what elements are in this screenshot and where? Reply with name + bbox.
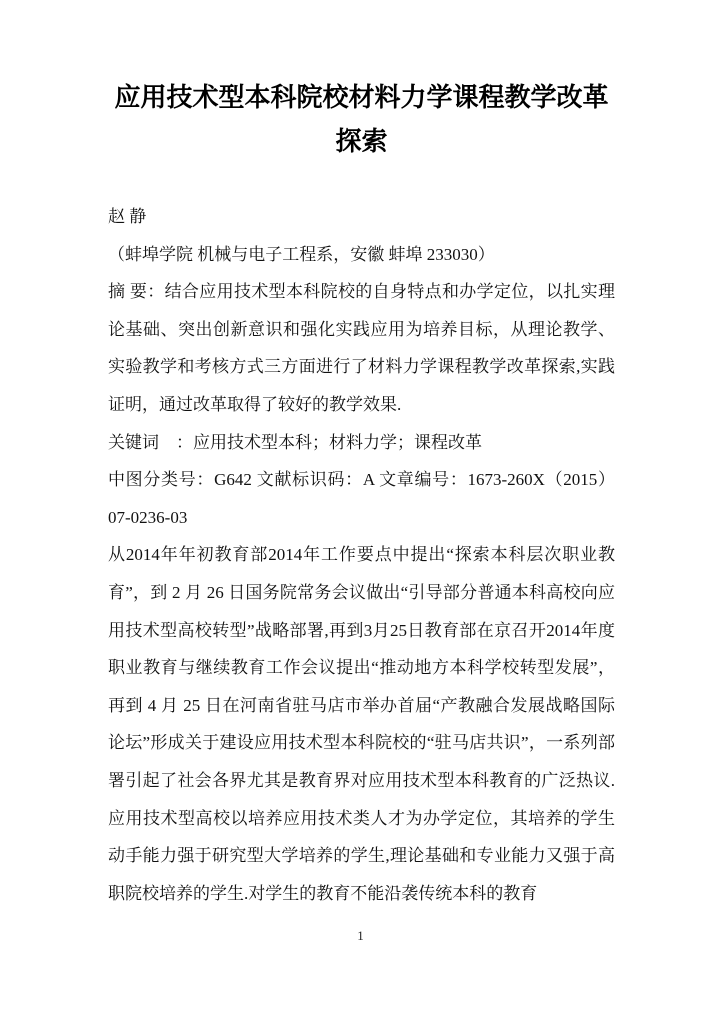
body-paragraph: 从2014年年初教育部2014年工作要点中提出“探索本科层次职业教育”，到 2 月 26 日国务院常务会议做出“引导部分普通本科高校向应用技术型高校转型”战略部署,再到3月25日教育部在京召开2014年度职业教育与继续教育工作会议提出“推动地方本科学校转型发展”，再到 4 月 25 日在河南省驻马店市举办首届“产教融合发展战略国际论坛”形成关于建设应用技术型本科院校的“驻马店共识”，一系列部署引起了社会各界尤其是教育界对应用技术型本科教育的广泛热议.应用技术型高校以培养应用技术类人才为办学定位，其培养的学生动手能力强于研究型大学培养的学生,理论基础和专业能力又强于高职院校培养的学生.对学生的教育不能沿袭传统本科的教育	[108, 545, 615, 903]
classification-line: 中图分类号：G642 文献标识码：A 文章编号：1673-260X（2015）07-0236-03	[108, 470, 615, 527]
page-number: 1	[357, 928, 364, 943]
keywords-line: 关键词 ：应用技术型本科；材料力学；课程改革	[108, 432, 482, 452]
document-content	[108, 0, 615, 912]
abstract-paragraph: 摘 要：结合应用技术型本科院校的自身特点和办学定位，以扎实理论基础、突出创新意识和强化实践应用为培养目标，从理论教学、实验教学和考核方式三方面进行了材料力学课程教学改革探索,实践证明，通过改革取得了较好的教学效果.	[108, 282, 615, 414]
page-title: 应用技术型本科院校材料力学课程教学改革探索	[114, 83, 609, 156]
author-affiliation: （蚌埠学院 机械与电子工程系，安徽 蚌埠 233030）	[108, 244, 495, 264]
author-name: 赵 静	[108, 207, 147, 226]
